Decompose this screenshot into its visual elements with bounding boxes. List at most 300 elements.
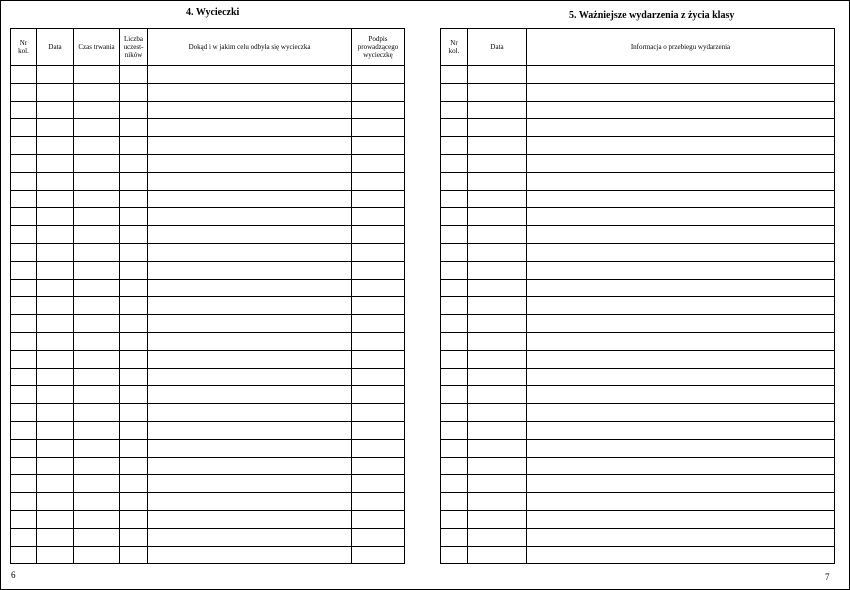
- table-cell: [37, 332, 74, 350]
- table-cell: [120, 279, 148, 297]
- table-cell: [352, 457, 405, 475]
- table-cell: [352, 154, 405, 172]
- table-cell: [74, 208, 120, 226]
- table-row: [441, 279, 835, 297]
- table-row: [441, 350, 835, 368]
- table-cell: [11, 528, 37, 546]
- table-cell: [148, 243, 352, 261]
- table-cell: [74, 404, 120, 422]
- table-cell: [148, 208, 352, 226]
- table-cell: [352, 475, 405, 493]
- table-cell: [37, 297, 74, 315]
- table-row: [11, 119, 405, 137]
- table-row: [441, 66, 835, 84]
- table-cell: [11, 546, 37, 564]
- table-cell: [468, 226, 527, 244]
- table-row: [11, 546, 405, 564]
- table-cell: [352, 546, 405, 564]
- table-cell: [441, 528, 468, 546]
- table-cell: [74, 510, 120, 528]
- col-signature: Podpis prowadzącego wycieczkę: [352, 29, 405, 66]
- table-cell: [352, 493, 405, 511]
- table-cell: [148, 368, 352, 386]
- table-cell: [37, 154, 74, 172]
- table-cell: [37, 528, 74, 546]
- table-row: [11, 439, 405, 457]
- table-cell: [37, 101, 74, 119]
- table-cell: [148, 332, 352, 350]
- table-cell: [527, 475, 835, 493]
- table-row: [11, 297, 405, 315]
- table-cell: [468, 137, 527, 155]
- table-cell: [74, 457, 120, 475]
- table-row: [11, 386, 405, 404]
- table-row: [11, 350, 405, 368]
- table-cell: [468, 119, 527, 137]
- table-cell: [37, 475, 74, 493]
- table-cell: [148, 154, 352, 172]
- table-cell: [527, 368, 835, 386]
- table-cell: [468, 546, 527, 564]
- table-cell: [527, 190, 835, 208]
- table-cell: [352, 350, 405, 368]
- table-row: [11, 368, 405, 386]
- table-cell: [11, 279, 37, 297]
- table-cell: [11, 208, 37, 226]
- table-row: [441, 83, 835, 101]
- table-cell: [527, 457, 835, 475]
- table-cell: [441, 386, 468, 404]
- table-cell: [441, 368, 468, 386]
- table-cell: [120, 493, 148, 511]
- table-cell: [74, 190, 120, 208]
- table-cell: [74, 261, 120, 279]
- table-cell: [11, 243, 37, 261]
- table-cell: [468, 421, 527, 439]
- table-cell: [468, 208, 527, 226]
- table-cell: [148, 226, 352, 244]
- table-row: [441, 404, 835, 422]
- table-cell: [527, 137, 835, 155]
- table-cell: [441, 421, 468, 439]
- table-cell: [352, 439, 405, 457]
- table-cell: [352, 190, 405, 208]
- table-cell: [11, 226, 37, 244]
- table-cell: [527, 226, 835, 244]
- table-row: [11, 279, 405, 297]
- table-row: [11, 66, 405, 84]
- table-cell: [441, 439, 468, 457]
- trips-table: [10, 28, 405, 564]
- events-header-row: [441, 29, 835, 66]
- table-cell: [441, 226, 468, 244]
- table-row: [11, 404, 405, 422]
- table-cell: [74, 332, 120, 350]
- table-cell: [120, 119, 148, 137]
- table-cell: [441, 315, 468, 333]
- table-cell: [37, 546, 74, 564]
- table-cell: [352, 83, 405, 101]
- table-cell: [74, 368, 120, 386]
- table-cell: [527, 386, 835, 404]
- table-row: [11, 528, 405, 546]
- col-destination-purpose: Dokąd i w jakim celu odbyła się wycieczka: [148, 29, 352, 66]
- table-cell: [11, 457, 37, 475]
- table-row: [11, 137, 405, 155]
- table-cell: [352, 332, 405, 350]
- col-participants: Liczba uczest- ników: [120, 29, 148, 66]
- table-cell: [120, 190, 148, 208]
- table-cell: [37, 315, 74, 333]
- table-row: [11, 83, 405, 101]
- table-cell: [441, 404, 468, 422]
- table-cell: [37, 226, 74, 244]
- table-cell: [148, 190, 352, 208]
- table-cell: [468, 457, 527, 475]
- table-cell: [441, 154, 468, 172]
- table-cell: [120, 457, 148, 475]
- table-cell: [37, 172, 74, 190]
- table-row: [441, 421, 835, 439]
- table-cell: [11, 332, 37, 350]
- table-cell: [37, 386, 74, 404]
- table-row: [11, 332, 405, 350]
- table-cell: [441, 208, 468, 226]
- table-cell: [11, 154, 37, 172]
- table-cell: [11, 190, 37, 208]
- table-cell: [527, 315, 835, 333]
- table-cell: [37, 190, 74, 208]
- table-cell: [74, 137, 120, 155]
- table-cell: [441, 66, 468, 84]
- left-page-number: 6: [11, 570, 16, 580]
- table-cell: [120, 421, 148, 439]
- table-cell: [441, 243, 468, 261]
- table-cell: [441, 190, 468, 208]
- table-cell: [468, 386, 527, 404]
- table-cell: [148, 172, 352, 190]
- table-row: [441, 243, 835, 261]
- table-cell: [527, 493, 835, 511]
- table-cell: [148, 404, 352, 422]
- table-cell: [11, 172, 37, 190]
- table-cell: [37, 510, 74, 528]
- table-cell: [352, 279, 405, 297]
- table-cell: [148, 350, 352, 368]
- table-cell: [120, 546, 148, 564]
- table-cell: [352, 368, 405, 386]
- table-cell: [352, 297, 405, 315]
- table-cell: [527, 119, 835, 137]
- table-row: [441, 528, 835, 546]
- table-cell: [468, 510, 527, 528]
- table-row: [11, 315, 405, 333]
- table-cell: [11, 261, 37, 279]
- table-row: [441, 315, 835, 333]
- table-cell: [441, 297, 468, 315]
- table-cell: [441, 119, 468, 137]
- table-row: [441, 261, 835, 279]
- table-cell: [468, 332, 527, 350]
- table-cell: [468, 279, 527, 297]
- table-cell: [120, 439, 148, 457]
- table-cell: [120, 208, 148, 226]
- table-row: [441, 332, 835, 350]
- table-cell: [527, 332, 835, 350]
- table-row: [11, 226, 405, 244]
- table-cell: [148, 297, 352, 315]
- table-row: [441, 368, 835, 386]
- table-cell: [11, 297, 37, 315]
- table-cell: [468, 154, 527, 172]
- table-cell: [441, 475, 468, 493]
- table-cell: [74, 493, 120, 511]
- table-cell: [441, 546, 468, 564]
- table-row: [441, 137, 835, 155]
- table-cell: [74, 386, 120, 404]
- table-cell: [441, 279, 468, 297]
- table-cell: [37, 439, 74, 457]
- table-cell: [352, 172, 405, 190]
- table-cell: [120, 154, 148, 172]
- table-cell: [120, 66, 148, 84]
- table-cell: [120, 315, 148, 333]
- table-cell: [441, 172, 468, 190]
- table-cell: [441, 137, 468, 155]
- table-cell: [441, 101, 468, 119]
- table-row: [11, 190, 405, 208]
- table-cell: [148, 528, 352, 546]
- class-events-table: [440, 28, 835, 564]
- table-row: [441, 208, 835, 226]
- table-cell: [37, 208, 74, 226]
- table-cell: [527, 546, 835, 564]
- table-row: [11, 243, 405, 261]
- table-cell: [74, 172, 120, 190]
- table-cell: [148, 386, 352, 404]
- table-cell: [11, 493, 37, 511]
- table-cell: [120, 475, 148, 493]
- table-cell: [37, 493, 74, 511]
- table-cell: [11, 421, 37, 439]
- table-cell: [148, 315, 352, 333]
- table-row: [441, 190, 835, 208]
- table-row: [11, 261, 405, 279]
- table-row: [441, 510, 835, 528]
- table-cell: [37, 350, 74, 368]
- table-cell: [352, 208, 405, 226]
- table-cell: [37, 261, 74, 279]
- table-cell: [37, 279, 74, 297]
- table-cell: [468, 368, 527, 386]
- table-cell: [352, 101, 405, 119]
- table-cell: [441, 332, 468, 350]
- table-cell: [441, 457, 468, 475]
- table-cell: [468, 101, 527, 119]
- table-cell: [352, 137, 405, 155]
- table-cell: [441, 261, 468, 279]
- table-cell: [468, 528, 527, 546]
- table-cell: [74, 350, 120, 368]
- col-nr: Nr kol.: [441, 29, 468, 66]
- table-row: [441, 546, 835, 564]
- table-cell: [11, 439, 37, 457]
- table-row: [441, 154, 835, 172]
- table-cell: [148, 475, 352, 493]
- table-cell: [37, 457, 74, 475]
- table-cell: [74, 66, 120, 84]
- table-cell: [74, 546, 120, 564]
- table-cell: [11, 83, 37, 101]
- table-row: [11, 154, 405, 172]
- table-cell: [352, 421, 405, 439]
- table-cell: [74, 421, 120, 439]
- table-cell: [468, 315, 527, 333]
- table-cell: [527, 279, 835, 297]
- table-cell: [527, 208, 835, 226]
- table-cell: [527, 83, 835, 101]
- table-cell: [120, 332, 148, 350]
- table-cell: [120, 243, 148, 261]
- table-cell: [352, 66, 405, 84]
- table-cell: [468, 172, 527, 190]
- table-cell: [120, 261, 148, 279]
- col-date: Data: [468, 29, 527, 66]
- table-cell: [352, 315, 405, 333]
- table-row: [441, 457, 835, 475]
- table-cell: [74, 83, 120, 101]
- table-cell: [37, 137, 74, 155]
- col-event-info: Informacja o przebiegu wydarzenia: [527, 29, 835, 66]
- table-cell: [74, 279, 120, 297]
- table-cell: [37, 243, 74, 261]
- table-row: [441, 493, 835, 511]
- table-cell: [441, 350, 468, 368]
- table-cell: [527, 439, 835, 457]
- table-cell: [37, 421, 74, 439]
- table-row: [11, 421, 405, 439]
- table-cell: [468, 261, 527, 279]
- table-cell: [441, 493, 468, 511]
- table-cell: [352, 510, 405, 528]
- left-page-title: 4. Wycieczki: [186, 7, 240, 18]
- table-row: [11, 208, 405, 226]
- table-cell: [352, 226, 405, 244]
- table-cell: [352, 261, 405, 279]
- table-cell: [120, 350, 148, 368]
- table-cell: [148, 119, 352, 137]
- table-cell: [120, 386, 148, 404]
- table-cell: [527, 261, 835, 279]
- table-cell: [11, 315, 37, 333]
- table-cell: [527, 404, 835, 422]
- table-cell: [11, 404, 37, 422]
- table-cell: [120, 137, 148, 155]
- table-cell: [527, 528, 835, 546]
- table-cell: [74, 315, 120, 333]
- table-cell: [74, 297, 120, 315]
- table-row: [11, 475, 405, 493]
- table-cell: [74, 243, 120, 261]
- table-cell: [74, 101, 120, 119]
- table-cell: [11, 368, 37, 386]
- table-row: [441, 172, 835, 190]
- right-page-title: 5. Ważniejsze wydarzenia z życia klasy: [569, 10, 735, 21]
- table-row: [441, 297, 835, 315]
- table-cell: [352, 386, 405, 404]
- table-cell: [37, 83, 74, 101]
- table-cell: [11, 510, 37, 528]
- table-cell: [11, 475, 37, 493]
- table-cell: [527, 243, 835, 261]
- table-cell: [11, 350, 37, 368]
- table-cell: [74, 528, 120, 546]
- table-cell: [120, 101, 148, 119]
- table-cell: [468, 83, 527, 101]
- col-date: Data: [37, 29, 74, 66]
- table-row: [441, 226, 835, 244]
- table-cell: [527, 421, 835, 439]
- table-cell: [148, 261, 352, 279]
- table-cell: [527, 350, 835, 368]
- table-cell: [468, 493, 527, 511]
- table-cell: [37, 119, 74, 137]
- table-cell: [527, 172, 835, 190]
- table-cell: [527, 101, 835, 119]
- table-cell: [74, 439, 120, 457]
- table-cell: [148, 439, 352, 457]
- table-cell: [11, 119, 37, 137]
- table-cell: [527, 510, 835, 528]
- table-cell: [74, 475, 120, 493]
- table-cell: [441, 510, 468, 528]
- table-row: [11, 101, 405, 119]
- table-cell: [120, 368, 148, 386]
- table-cell: [74, 119, 120, 137]
- col-duration: Czas trwania: [74, 29, 120, 66]
- trips-header-row: [11, 29, 405, 66]
- table-cell: [468, 297, 527, 315]
- table-cell: [148, 421, 352, 439]
- table-cell: [148, 66, 352, 84]
- table-row: [441, 101, 835, 119]
- table-row: [441, 475, 835, 493]
- table-cell: [468, 475, 527, 493]
- table-cell: [352, 404, 405, 422]
- table-cell: [352, 243, 405, 261]
- table-cell: [148, 457, 352, 475]
- table-cell: [37, 404, 74, 422]
- table-cell: [352, 119, 405, 137]
- table-cell: [352, 528, 405, 546]
- table-cell: [11, 101, 37, 119]
- table-cell: [441, 83, 468, 101]
- table-row: [11, 172, 405, 190]
- table-cell: [527, 154, 835, 172]
- table-row: [11, 510, 405, 528]
- table-cell: [120, 528, 148, 546]
- table-cell: [468, 190, 527, 208]
- table-cell: [468, 350, 527, 368]
- table-row: [11, 493, 405, 511]
- table-row: [441, 439, 835, 457]
- table-cell: [120, 83, 148, 101]
- table-cell: [148, 137, 352, 155]
- table-cell: [148, 279, 352, 297]
- table-cell: [468, 66, 527, 84]
- table-cell: [74, 154, 120, 172]
- table-row: [11, 457, 405, 475]
